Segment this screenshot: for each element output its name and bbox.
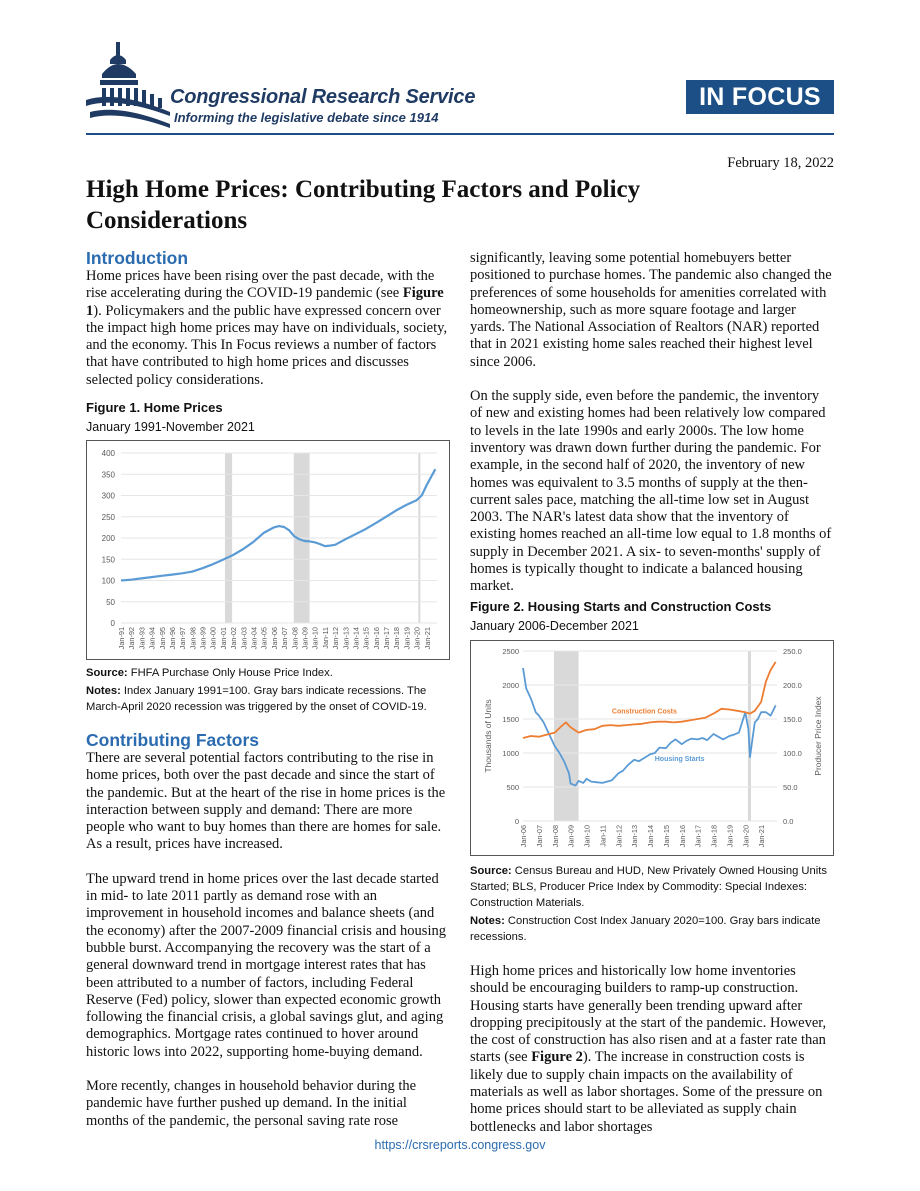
figure-2-notes-text: Construction Cost Index January 2020=100. Gray bars indicate recessions. (470, 915, 821, 943)
capitol-dome-icon (86, 40, 170, 132)
x-tick-label: Jan-93 (137, 627, 147, 650)
y-tick-label: 50 (106, 597, 115, 607)
y-tick-label: 1000 (502, 749, 519, 758)
y2-axis-label: Producer Price Index (813, 696, 823, 776)
x-tick-label: Jan-16 (677, 825, 687, 848)
home-price-chart (87, 441, 449, 659)
left-column-lower (86, 730, 450, 1130)
y-tick-label: 100 (101, 576, 115, 586)
x-tick-label: Jan-98 (188, 627, 198, 650)
x-tick-label: Jan-06 (519, 825, 528, 848)
figure-1-source: FHFA Purchase Only House Price Index. (130, 667, 333, 679)
right-paragraph-2: On the supply side, even before the pandemic, the inventory of new and existing homes had been relatively low compared to levels in the late 1990s and early 2000s. The low home inventory was drawn down further during the pandemic. For example, in the second half of 2020, the inventory of new homes was equivalent to 3.5 months of supply at the then-current sales pace, matching the all-time low set in August 2003. The NAR's latest data show that the inventory of existing homes reached an all-time low equal to 1.8 months of supply in December 2021. A six- to seven-months' supply of homes is typically thought to indicate a balanced housing market. (470, 388, 832, 595)
x-tick-label: Jan-07 (280, 627, 290, 650)
y-tick-label: 250 (101, 512, 115, 522)
x-tick-label: Jan-19 (725, 825, 735, 848)
y-tick-label: 500 (506, 783, 519, 792)
figure-2-notes (470, 863, 834, 945)
y2-tick-label: 50.0 (783, 783, 798, 792)
x-tick-label: Jan-11 (598, 825, 608, 847)
figure-1-source-label: Source: (86, 667, 128, 679)
right-column-lower (470, 963, 834, 1136)
y2-tick-label: 150.0 (783, 715, 802, 724)
p3-text-b: ). The increase in construction costs is likely due to supply chain impacts on the availability of materials as well as labor shortages. Some of the pressure on home prices should start to be alleviated as supply chain bottlenecks and labor shortages (470, 1049, 823, 1135)
x-tick-label: Jan-03 (239, 627, 249, 650)
x-tick-label: Jan-07 (534, 825, 544, 848)
figure-1-notes-text: Index January 1991=100. Gray bars indicate recessions. The March-April 2020 recession was triggered by the onset of COVID-19. (86, 685, 427, 713)
x-tick-label: Jan-94 (147, 627, 157, 650)
y-axis-label: Thousands of Units (483, 699, 493, 773)
y2-tick-label: 0.0 (783, 817, 794, 826)
figure-1-notes-label: Notes: (86, 685, 121, 697)
x-tick-label: Jan-10 (582, 825, 592, 848)
p3-text-a: High home prices and historically low home inventories should be encouraging builders to ramp-up construction. Housing starts have generally been trending upward after dropping precipitously at the start of the pandemic. However, the cost of construction has also risen and at a faster rate than starts (see (470, 963, 827, 1066)
y-tick-label: 150 (101, 555, 115, 565)
housing-starts-cost-chart (471, 641, 833, 855)
figure-1-chart-box (86, 440, 450, 660)
figure-1-notes (86, 665, 452, 715)
y2-tick-label: 200.0 (783, 681, 802, 690)
x-tick-label: Jan-19 (402, 627, 412, 650)
cf-paragraph-3: More recently, changes in household behavior during the pandemic have further pushed up demand. In the initial months of the pandemic, the personal saving rate rose (86, 1078, 417, 1129)
intro-paragraph (86, 268, 450, 389)
x-tick-label: Jan-91 (117, 627, 126, 650)
figure-2-chart-box (470, 640, 834, 856)
housing-starts-label: Housing Starts (654, 756, 705, 764)
org-name: Congressional Research Service (170, 86, 476, 108)
x-tick-label: Jan-05 (259, 627, 269, 650)
y-tick-label: 350 (101, 470, 115, 480)
x-tick-label: Jan-20 (412, 627, 422, 650)
construction-costs-label: Construction Costs (611, 708, 677, 716)
x-tick-label: Jan-14 (351, 627, 361, 650)
x-tick-label: Jan-17 (693, 825, 703, 848)
x-tick-label: Jan-01 (218, 627, 228, 650)
y-tick-label: 2000 (502, 681, 519, 690)
figure-2-source-label: Source: (470, 865, 512, 877)
x-tick-label: Jan-06 (269, 627, 279, 650)
header-rule (86, 133, 834, 135)
in-focus-badge: IN FOCUS (686, 80, 834, 114)
x-tick-label: Jan-08 (290, 627, 300, 650)
x-tick-label: Jan-12 (614, 825, 624, 848)
page-title: High Home Prices: Contributing Factors and Policy Considerations (86, 176, 641, 234)
section-heading-contributing-factors: Contributing Factors (86, 730, 260, 750)
x-tick-label: Jan-21 (757, 825, 767, 848)
y-tick-label: 1500 (502, 715, 519, 724)
x-tick-label: Jan-13 (630, 825, 640, 848)
cf-paragraph-2: The upward trend in home prices over the last decade started in mid- to late 2011 partly as demand rose with an improvement in household incomes and balance sheets (and the economy) after the 2007-2009 financial crisis and housing bubble burst. Accompanying the recovery was the start of a general downward trend in mortgage interest rates that has been attributed to a number of factors, including Federal Reserve (Fed) policy, slower than expected economic growth following the financial crisis, a global savings glut, and aging demographics. Mortgage rates continued to hover around historic lows into 2022, supporting home-buying demand. (86, 870, 446, 1060)
figure-1-title: Figure 1. Home Prices (86, 400, 223, 415)
x-tick-label: Jan-95 (157, 627, 167, 650)
intro-text-a: Home prices have been rising over the past decade, with the rise accelerating during the COVID-19 pandemic (see (86, 268, 435, 302)
x-tick-label: Jan-99 (198, 627, 208, 650)
left-column (86, 248, 450, 389)
cf-paragraph-1: There are several potential factors contributing to the rise in home prices, both over the past decade and since the start of the pandemic. But at the heart of the rise in home prices is the interaction between supply and demand: There are more people who want to buy homes than there are homes for sale. As a result, prices have increased. (86, 750, 446, 853)
x-tick-label: Jan-21 (422, 627, 432, 650)
figure-2-source: Census Bureau and HUD, New Privately Owned Housing Units Started; BLS, Producer Price Index by Commodity: Special Indexes: Construction Materials. (470, 865, 827, 909)
x-tick-label: Jan-09 (566, 825, 576, 848)
x-tick-label: Jan-04 (249, 627, 259, 650)
x-tick-label: Jan-18 (709, 825, 719, 848)
x-tick-label: Jan-15 (661, 825, 671, 848)
home-price-series-line (121, 469, 435, 580)
figure-2-title: Figure 2. Housing Starts and Construction Costs (470, 599, 772, 614)
x-tick-label: Jan-12 (331, 627, 341, 650)
x-tick-label: Jan-17 (382, 627, 392, 650)
y-tick-label: 400 (101, 449, 115, 458)
section-heading-introduction: Introduction (86, 248, 189, 268)
figure-2-subtitle: January 2006-December 2021 (470, 619, 639, 633)
y-tick-label: 0 (514, 817, 519, 826)
x-tick-label: Jan-92 (127, 627, 137, 650)
figure-2-reference: Figure 2 (531, 1049, 583, 1066)
x-tick-label: Jan-00 (208, 627, 218, 650)
x-tick-label: Jan-02 (229, 627, 239, 650)
y-tick-label: 0 (110, 619, 115, 628)
recession-bar (554, 651, 579, 821)
footer-url[interactable]: https://crsreports.congress.gov (374, 1138, 546, 1152)
right-column (470, 250, 834, 596)
y-tick-label: 300 (101, 491, 115, 501)
right-paragraph-1: significantly, leaving some potential homebuyers better positioned to purchase homes. The pandemic also changed the preferences of some households for amenities correlated with homeownership, such as more square footage and larger yards. The National Association of Realtors (NAR) reported that in 2021 existing home sales reached their highest level since 2006. (470, 250, 832, 370)
x-tick-label: Jan-08 (550, 825, 560, 848)
x-tick-label: Jan-10 (310, 627, 320, 650)
x-tick-label: Jan-11 (320, 627, 330, 649)
x-tick-label: Jan-13 (341, 627, 351, 650)
y2-tick-label: 250.0 (783, 647, 802, 656)
y2-tick-label: 100.0 (783, 749, 802, 758)
intro-text-b: ). Policymakers and the public have expressed concern over the impact high home prices may have on individuals, society, and the economy. This In Focus reviews a number of factors that have contributed to high home prices and discusses selected policy considerations. (86, 302, 448, 388)
x-tick-label: Jan-09 (300, 627, 310, 650)
figure-2-notes-label: Notes: (470, 915, 505, 927)
y-tick-label: 200 (101, 534, 115, 543)
x-tick-label: Jan-96 (167, 627, 177, 650)
org-tagline: Informing the legislative debate since 1914 (174, 110, 439, 125)
publication-date: February 18, 2022 (727, 155, 834, 171)
x-tick-label: Jan-16 (371, 627, 381, 650)
right-paragraph-3 (470, 963, 834, 1136)
x-tick-label: Jan-15 (361, 627, 371, 650)
x-tick-label: Jan-20 (741, 825, 751, 848)
x-tick-label: Jan-97 (178, 627, 188, 650)
y-tick-label: 2500 (502, 647, 519, 656)
x-tick-label: Jan-14 (646, 825, 655, 848)
figure-1-subtitle: January 1991-November 2021 (86, 420, 255, 434)
x-tick-label: Jan-18 (392, 627, 402, 650)
figure-1-reference: Figure 1 (86, 285, 444, 319)
